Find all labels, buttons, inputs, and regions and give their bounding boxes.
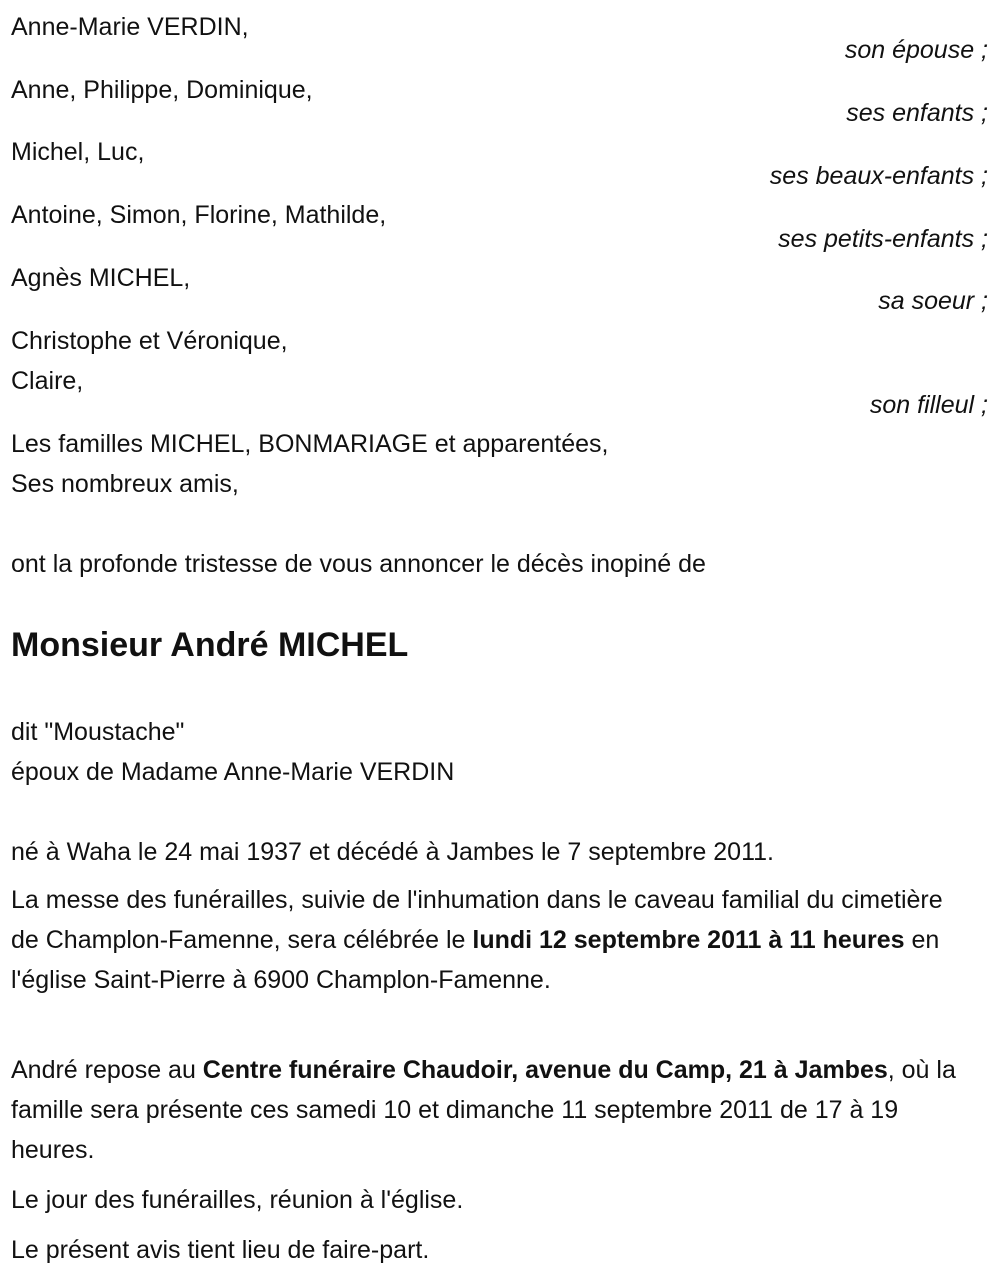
relation-label: son filleul ; <box>869 391 988 419</box>
family-name-line: Les familles MICHEL, BONMARIAGE et apparentées, <box>11 430 609 458</box>
family-name-line: Anne-Marie VERDIN, <box>11 13 249 41</box>
funeral-place: en l'église Saint-Pierre à 6900 Champlon-Famenne. <box>11 926 940 994</box>
family-name-line: Ses nombreux amis, <box>11 470 239 498</box>
rest-location: Centre funéraire Chaudoir, avenue du Camp, 21 à Jambes <box>202 1056 888 1084</box>
relation-label: ses beaux-enfants ; <box>769 162 988 190</box>
funeral-paragraph <box>11 880 961 1000</box>
spouse-line: époux de Madame Anne-Marie VERDIN <box>11 758 455 786</box>
nickname: dit "Moustache" <box>11 718 185 746</box>
relation-label: son épouse ; <box>844 36 988 64</box>
relation-label: sa soeur ; <box>878 287 988 315</box>
rest-paragraph <box>11 1050 961 1170</box>
relation-label: ses enfants ; <box>846 99 988 127</box>
funeral-text: La messe des funérailles, suivie de l'inhumation dans le caveau familial du cimetière de Champlon-Famenne, sera célébrée le <box>11 886 943 954</box>
rest-visiting-hours: , où la famille sera présente ces samedi 10 et dimanche 11 septembre 2011 de 17 à 19 heures. <box>11 1056 956 1164</box>
rest-text: André repose au <box>11 1056 203 1084</box>
family-name-line: Michel, Luc, <box>11 138 145 166</box>
funeral-date: lundi 12 septembre 2011 à 11 heures <box>472 926 905 954</box>
announcement-text: ont la profonde tristesse de vous annoncer le décès inopiné de <box>11 550 706 578</box>
notice-line: Le présent avis tient lieu de faire-part. <box>11 1236 430 1264</box>
family-name-line: Claire, <box>11 367 84 395</box>
deceased-name: Monsieur André MICHEL <box>11 626 409 664</box>
meeting-line: Le jour des funérailles, réunion à l'église. <box>11 1186 464 1214</box>
family-name-line: Anne, Philippe, Dominique, <box>11 76 313 104</box>
family-name-line: Christophe et Véronique, <box>11 327 288 355</box>
family-name-line: Antoine, Simon, Florine, Mathilde, <box>11 201 387 229</box>
relation-label: ses petits-enfants ; <box>778 225 988 253</box>
birth-death-line: né à Waha le 24 mai 1937 et décédé à Jambes le 7 septembre 2011. <box>11 838 774 866</box>
family-name-line: Agnès MICHEL, <box>11 264 191 292</box>
